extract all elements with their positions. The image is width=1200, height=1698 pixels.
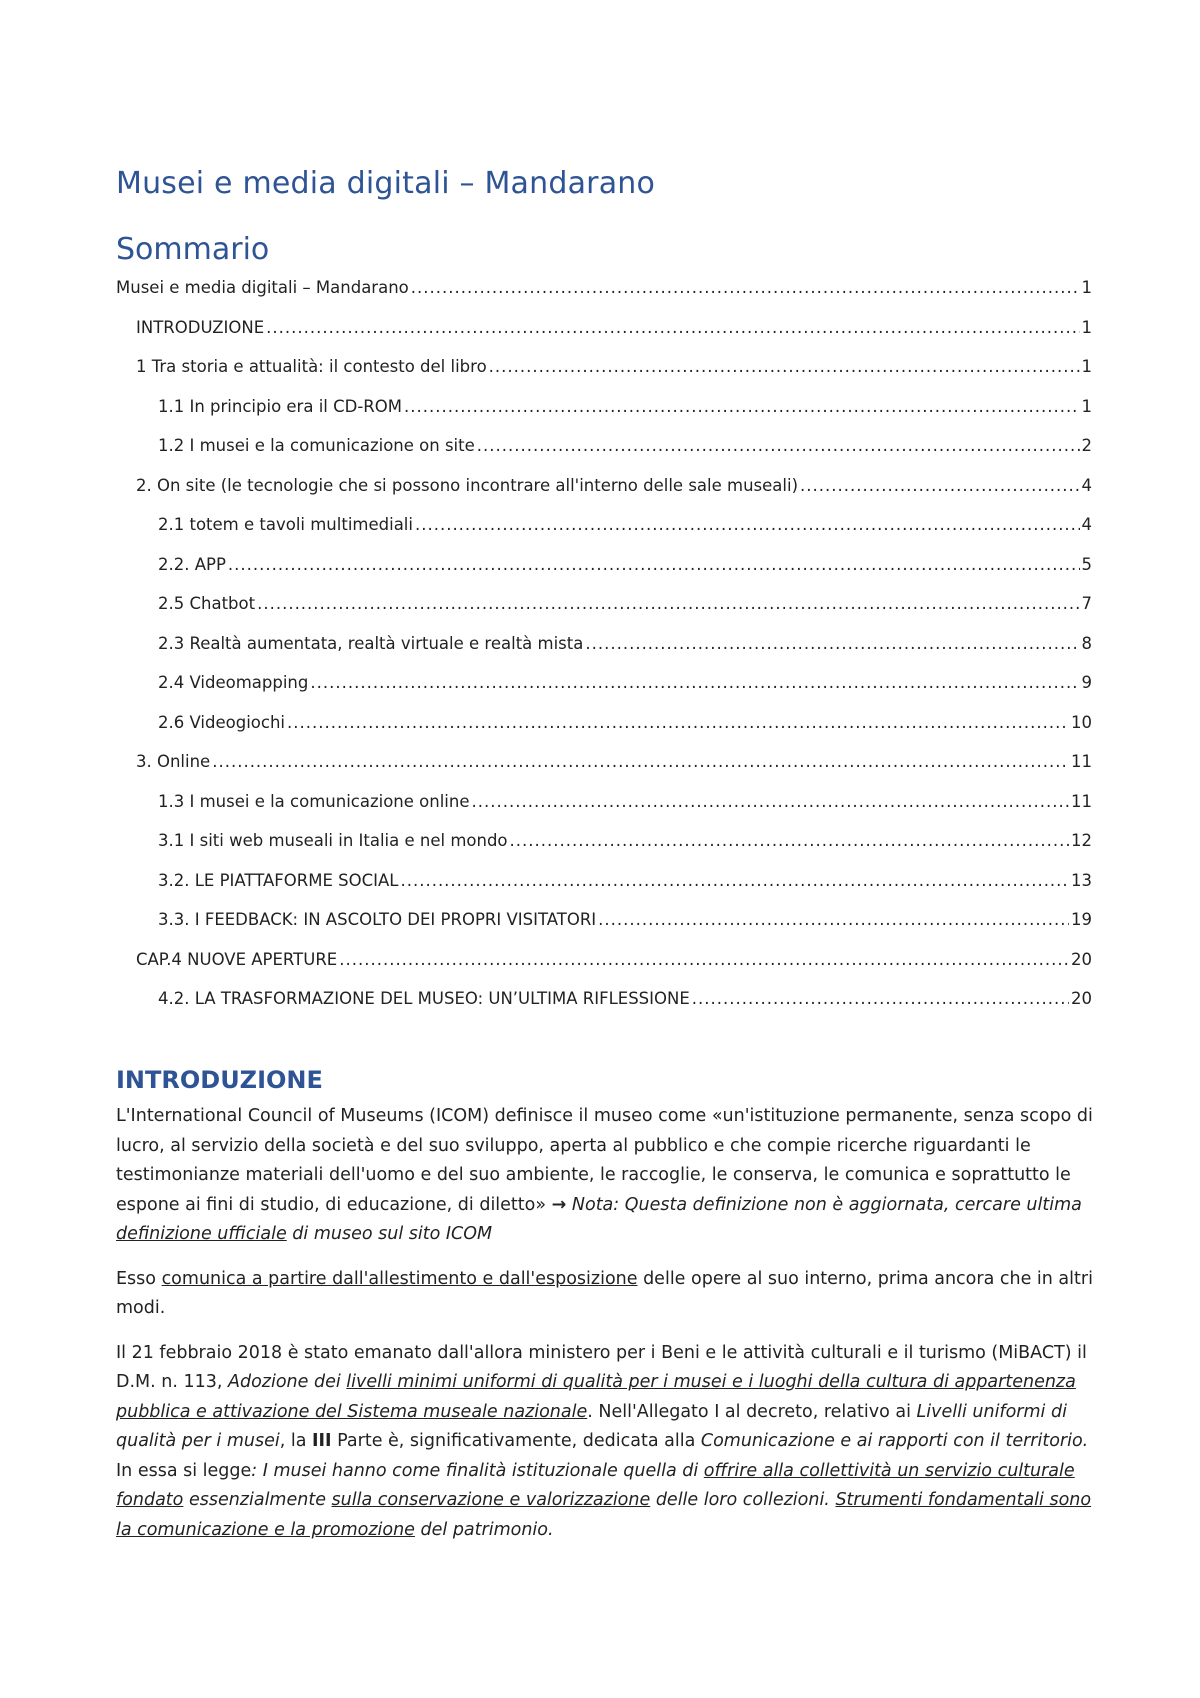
toc-entry-label: INTRODUZIONE <box>136 317 265 337</box>
toc-dot-leader <box>585 634 1079 653</box>
toc-entry-page: 7 <box>1081 594 1092 613</box>
toc-dot-leader <box>228 555 1080 574</box>
document-title: Musei e media digitali – Mandarano <box>116 166 656 201</box>
toc-dot-leader <box>598 910 1069 929</box>
toc-entry-label: 1 Tra storia e attualità: il contesto del libro <box>136 357 487 376</box>
toc-entry-page: 1 <box>1081 278 1092 297</box>
toc-entry-page: 13 <box>1071 870 1092 890</box>
arrow-right-icon: → <box>551 1194 567 1215</box>
toc-entry-label: Musei e media digitali – Mandarano <box>116 278 409 297</box>
toc-entry[interactable] <box>116 434 1092 474</box>
toc-entry[interactable] <box>116 711 1092 751</box>
toc-dot-leader <box>477 436 1080 455</box>
toc-entry[interactable] <box>116 276 1092 316</box>
toc-entry[interactable] <box>116 316 1092 356</box>
toc-dot-leader <box>257 594 1079 613</box>
toc-entry[interactable] <box>116 395 1092 435</box>
toc-entry-page: 1 <box>1081 357 1092 376</box>
intro-body <box>116 1102 1096 1560</box>
toc-entry[interactable] <box>116 632 1092 672</box>
toc-entry-page: 19 <box>1071 910 1092 929</box>
toc-dot-leader <box>212 752 1069 771</box>
toc-dot-leader <box>415 515 1080 534</box>
toc-entry-page: 8 <box>1081 633 1092 653</box>
toc-entry[interactable] <box>116 355 1092 395</box>
toc-entry-label: 2. On site (le tecnologie che si possono incontrare all'interno delle sale museali) <box>136 475 799 495</box>
toc-entry[interactable] <box>116 829 1092 869</box>
section-heading-introduzione: INTRODUZIONE <box>116 1066 323 1094</box>
toc-dot-leader <box>287 713 1069 732</box>
definizione-ufficiale-link[interactable]: definizione ufficiale <box>116 1224 287 1244</box>
toc-entry-label: 2.4 Videomapping <box>158 673 309 692</box>
toc-entry[interactable] <box>116 908 1092 948</box>
toc-entry-label: 4.2. LA TRASFORMAZIONE DEL MUSEO: UN’ULTIMA RIFLESSIONE <box>158 989 690 1008</box>
toc-entry[interactable] <box>116 987 1092 1027</box>
toc-dot-leader <box>472 792 1070 811</box>
toc-entry-page: 12 <box>1071 831 1092 850</box>
toc-entry-label: 1.1 In principio era il CD-ROM <box>158 396 402 416</box>
toc-dot-leader <box>400 871 1069 890</box>
toc-entry[interactable] <box>116 869 1092 909</box>
toc-entry-page: 1 <box>1081 317 1092 337</box>
toc-dot-leader <box>266 318 1079 337</box>
toc-entry[interactable] <box>116 592 1092 632</box>
toc-entry[interactable] <box>116 948 1092 988</box>
toc-dot-leader <box>800 476 1079 495</box>
toc-dot-leader <box>310 673 1079 692</box>
toc-entry-page: 4 <box>1081 475 1092 495</box>
toc-entry-page: 20 <box>1071 989 1092 1008</box>
toc-entry-label: 3. Online <box>136 752 211 771</box>
toc-entry-label: 2.5 Chatbot <box>158 594 256 613</box>
toc-entry-label: 2.6 Videogiochi <box>158 712 285 732</box>
toc-entry-label: 2.3 Realtà aumentata, realtà virtuale e realtà mista <box>158 633 584 653</box>
toc-dot-leader <box>339 950 1069 969</box>
toc-entry-page: 1 <box>1081 396 1092 416</box>
toc-entry-page: 11 <box>1071 791 1092 811</box>
toc-dot-leader <box>404 397 1080 416</box>
toc-entry-page: 10 <box>1071 712 1092 732</box>
toc-entry-page: 11 <box>1071 752 1092 771</box>
toc-entry[interactable] <box>116 750 1092 790</box>
toc-dot-leader <box>692 989 1069 1008</box>
toc-entry-label: 3.1 I siti web museali in Italia e nel mondo <box>158 831 508 850</box>
toc-entry-page: 5 <box>1081 554 1092 574</box>
toc-entry[interactable] <box>116 474 1092 514</box>
toc-dot-leader <box>489 357 1080 376</box>
toc-entry-label: 2.2. APP <box>158 554 226 574</box>
toc-entry-label: 1.2 I musei e la comunicazione on site <box>158 436 475 455</box>
table-of-contents <box>116 276 1092 1027</box>
toc-dot-leader <box>510 831 1069 850</box>
toc-entry-page: 2 <box>1081 436 1092 455</box>
toc-dot-leader <box>411 278 1080 297</box>
toc-entry-label: 3.3. I FEEDBACK: IN ASCOLTO DEI PROPRI VISITATORI <box>158 910 597 929</box>
toc-entry-page: 4 <box>1081 515 1092 534</box>
toc-entry[interactable] <box>116 671 1092 711</box>
toc-entry-label: 3.2. LE PIATTAFORME SOCIAL <box>158 870 399 890</box>
paragraph-comunica: Esso comunica a partire dall'allestimento e dall'esposizione delle opere al suo interno, prima ancora che in altri modi. <box>116 1268 1093 1318</box>
paragraph-decreto: Il 21 febbraio 2018 è stato emanato dall'allora ministero per i Beni e le attività culturali e il turismo (MiBACT) il D.M. n. 113, Adozione dei livelli minimi uniformi di qualità per i musei e i luoghi della cultura di appartenenza pubblica e attivazione del Sistema museale nazionale. Nell'Allegato I al decreto, relativo ai Livelli uniformi di qualità per i musei, la III Parte è, significativamente, dedicata alla Comunicazione e ai rapporti con il territorio. <box>116 1342 1089 1451</box>
toc-entry[interactable] <box>116 790 1092 830</box>
toc-entry-label: 2.1 totem e tavoli multimediali <box>158 515 413 534</box>
paragraph-icom-definition: L'International Council of Museums (ICOM) definisce il museo come «un'istituzione permanente, senza scopo di lucro, al servizio della società e del suo sviluppo, aperta al pubblico e che compie ricerche riguardanti le testimonianze materiali dell'uomo e del suo ambiente, le raccoglie, le conserva, le comunica e soprattutto le espone ai fini di studio, di educazione, di diletto» → Nota: Questa definizione non è aggiornata, cercare ultima definizione ufficiale di museo sul sito ICOM <box>116 1106 1093 1244</box>
toc-entry-page: 9 <box>1081 673 1092 692</box>
toc-heading: Sommario <box>116 232 270 267</box>
toc-entry-page: 20 <box>1071 949 1092 969</box>
toc-entry-label: 1.3 I musei e la comunicazione online <box>158 791 470 811</box>
toc-entry[interactable] <box>116 513 1092 553</box>
paragraph-finalita: In essa si legge: I musei hanno come finalità istituzionale quella di offrire alla collettività un servizio culturale fondato essenzialmente sulla conservazione e valorizzazione delle loro collezioni. Strumenti fondamentali sono la comunicazione e la promozione del patrimonio. <box>116 1460 1092 1540</box>
toc-entry-label: CAP.4 NUOVE APERTURE <box>136 949 338 969</box>
toc-entry[interactable] <box>116 553 1092 593</box>
